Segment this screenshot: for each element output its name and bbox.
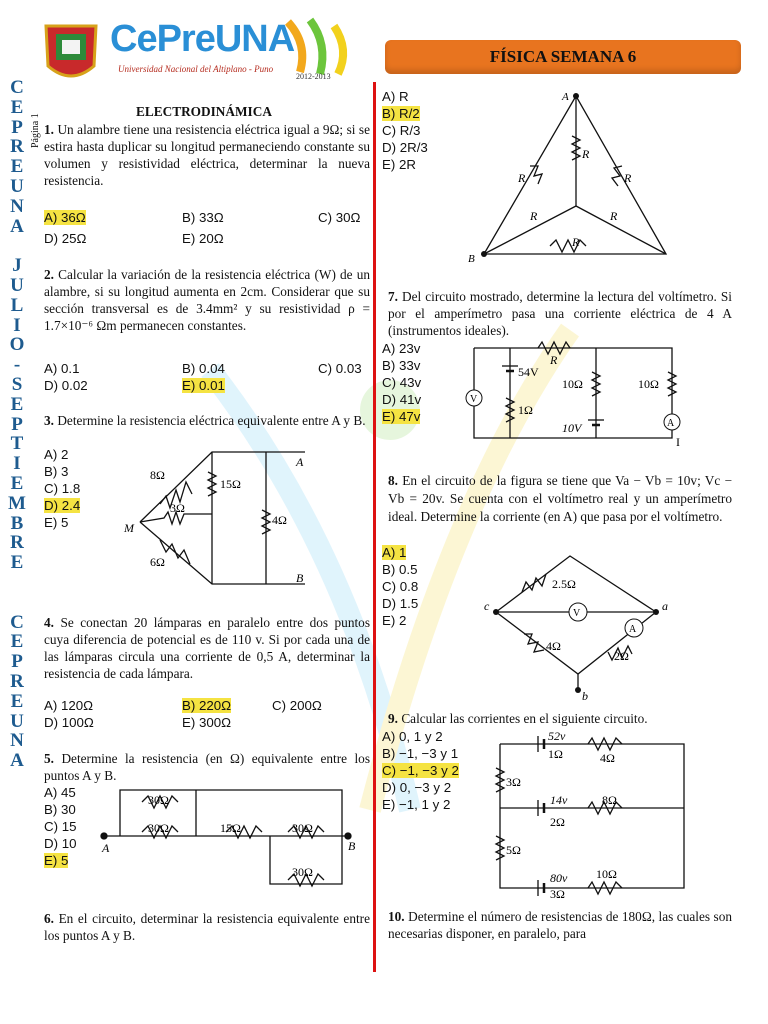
- option[interactable]: E) 300Ω: [182, 715, 232, 730]
- question-text: Se conectan 20 lámparas en paralelo entre dos puntos cuya diferencia de potencial es de 110 v. Si por cada una de las lámparas circula una corriente de 0,5 A, determinar la resistencia de cada lámpara.: [44, 615, 370, 681]
- svg-text:R: R: [610, 209, 618, 223]
- side-letter: U: [10, 710, 24, 732]
- question-2: 2. Calcular la variación de la resistencia eléctrica (W) de un alambre, si su longitud aumenta en 2cm. Considerar que su sección transversal es de 3.4mm² y su resistividad ρ = 1.7×10⁻⁶ Ωm permanecen constantes.: [44, 267, 370, 333]
- option[interactable]: A) 36Ω: [44, 210, 86, 225]
- svg-text:R: R: [572, 235, 580, 249]
- side-letter: C: [10, 611, 24, 633]
- svg-text:A: A: [562, 91, 569, 103]
- svg-text:1Ω: 1Ω: [518, 403, 533, 417]
- circuit-diagram-q5: [98, 780, 366, 890]
- brand-name: CePreUNA: [110, 18, 295, 60]
- option[interactable]: D) 0.02: [44, 378, 88, 393]
- side-letter: U: [10, 175, 24, 197]
- svg-text:B: B: [296, 571, 304, 585]
- side-letter: [6, 593, 28, 613]
- circuit-diagram-q9: [492, 728, 688, 900]
- option[interactable]: B) −1, −3 y 1: [382, 746, 459, 761]
- side-letter: E: [10, 96, 24, 118]
- side-vertical-text: [6, 78, 28, 771]
- option[interactable]: C) 0.03: [318, 361, 362, 376]
- option[interactable]: D) 2.4: [44, 498, 81, 513]
- question-text: Calcular la variación de la resistencia eléctrica (W) de un alambre, si su longitud aumenta en 2cm. Considerar que su sección transversal es de 3.4mm² y su resistividad ρ = 1.7×10⁻⁶ Ωm permanecen constantes.: [44, 267, 370, 333]
- option[interactable]: E) 5: [44, 515, 69, 530]
- option[interactable]: B) 30: [44, 802, 76, 817]
- option[interactable]: E) −1, 1 y 2: [382, 797, 451, 812]
- side-letter: J: [12, 255, 22, 277]
- svg-text:V: V: [470, 394, 478, 405]
- svg-text:4Ω: 4Ω: [546, 639, 561, 653]
- question-4: 4. Se conectan 20 lámparas en paralelo entre dos puntos cuya diferencia de potencial es de 110 v. Si por cada una de las lámparas circula una corriente de 0,5 A, determinar la resistencia de cada lámpara.: [44, 615, 370, 681]
- svg-text:15Ω: 15Ω: [220, 821, 241, 835]
- circuit-diagram-q8: [482, 548, 688, 704]
- side-letter: P: [11, 413, 23, 435]
- option[interactable]: D) 25Ω: [44, 231, 87, 246]
- svg-text:30Ω: 30Ω: [292, 865, 313, 879]
- subject-banner: FÍSICA SEMANA 6: [385, 40, 741, 74]
- side-letter: R: [10, 532, 24, 554]
- option[interactable]: E) 2R: [382, 157, 416, 172]
- question-10: 10. Determine el número de resistencias de 180Ω, las cuales son necesarias disponer, en paralelo, para: [388, 909, 732, 941]
- question-text: Un alambre tiene una resistencia eléctrica igual a 9Ω; si se estira hasta duplicar su longitud permaneciendo constante su volumen y resistividad eléctrica, determinar la nueva resistencia.: [44, 122, 370, 188]
- svg-text:30Ω: 30Ω: [292, 821, 313, 835]
- svg-text:A: A: [296, 455, 304, 469]
- option[interactable]: B) 0.5: [382, 562, 418, 577]
- side-letter: [6, 573, 28, 593]
- svg-text:A: A: [629, 624, 637, 635]
- question-9: 9. Calcular las corrientes en el siguiente circuito.: [388, 711, 648, 726]
- svg-text:15Ω: 15Ω: [220, 477, 241, 491]
- column-divider: [373, 82, 376, 972]
- header-logo: [38, 14, 368, 86]
- svg-text:5Ω: 5Ω: [506, 843, 521, 857]
- side-letter: P: [11, 651, 23, 673]
- question-7: 7. Del circuito mostrado, determine la lectura del voltímetro. Si por el amperímetro pasa una corriente eléctrica de 4 A (instrumentos ideales).: [388, 289, 732, 338]
- side-letter: B: [10, 512, 24, 534]
- svg-text:2Ω: 2Ω: [614, 649, 629, 663]
- brand-logo-icon: [288, 20, 343, 74]
- side-letter: E: [10, 552, 24, 574]
- svg-text:a: a: [662, 599, 668, 613]
- side-letter: I: [13, 314, 21, 336]
- side-letter: M: [8, 492, 26, 514]
- question-3: 3. Determine la resistencia eléctrica equivalente entre A y B.: [44, 413, 366, 428]
- side-letter: N: [10, 730, 24, 752]
- svg-text:R: R: [550, 353, 558, 367]
- side-letter: E: [10, 393, 24, 415]
- svg-text:4Ω: 4Ω: [272, 513, 287, 527]
- option[interactable]: A) 0.1: [44, 361, 80, 376]
- svg-text:3Ω: 3Ω: [550, 887, 565, 900]
- svg-text:54V: 54V: [518, 365, 539, 379]
- side-letter: U: [10, 274, 24, 296]
- side-letter: I: [13, 453, 21, 475]
- option[interactable]: B) 33v: [382, 358, 421, 373]
- option[interactable]: E) 47v: [382, 409, 421, 424]
- option[interactable]: E) 20Ω: [182, 231, 224, 246]
- option[interactable]: D) 2R/3: [382, 140, 428, 155]
- side-letter: N: [10, 195, 24, 217]
- svg-text:R: R: [518, 171, 526, 185]
- side-letter: A: [10, 750, 24, 772]
- svg-text:30Ω: 30Ω: [148, 793, 169, 807]
- side-letter: -: [13, 354, 21, 376]
- svg-text:R: R: [530, 209, 538, 223]
- svg-text:10Ω: 10Ω: [638, 377, 659, 391]
- question-text: Del circuito mostrado, determine la lectura del voltímetro. Si por el amperímetro pasa una corriente eléctrica de 4 A (instrumentos ideales).: [388, 289, 732, 338]
- side-letter: E: [10, 631, 24, 653]
- svg-text:80v: 80v: [550, 871, 568, 885]
- svg-text:8Ω: 8Ω: [150, 468, 165, 482]
- question-text: Determine la resistencia (en Ω) equivalente entre los puntos A y B.: [44, 751, 371, 783]
- side-letter: A: [10, 215, 24, 237]
- svg-text:M: M: [124, 521, 134, 535]
- option[interactable]: C) 0.8: [382, 579, 419, 594]
- side-letter: O: [9, 334, 25, 356]
- option[interactable]: A) 1: [382, 545, 407, 560]
- side-letter: E: [10, 156, 24, 178]
- page-label: Página 1: [30, 113, 41, 148]
- question-text: Determine la resistencia eléctrica equivalente entre A y B.: [57, 413, 366, 428]
- side-letter: E: [10, 690, 24, 712]
- side-letter: P: [11, 116, 23, 138]
- option[interactable]: B) 3: [44, 464, 69, 479]
- option[interactable]: C) 1.8: [44, 481, 81, 496]
- option[interactable]: A) 120Ω: [44, 698, 94, 713]
- question-1: [44, 121, 370, 189]
- university-name: Universidad Nacional del Altiplano - Puno: [118, 64, 274, 74]
- svg-text:c: c: [484, 599, 490, 613]
- option[interactable]: E) 5: [44, 853, 69, 868]
- svg-text:V: V: [573, 608, 581, 619]
- option[interactable]: B) R/2: [382, 106, 420, 121]
- section-title: ELECTRODINÁMICA: [136, 104, 272, 119]
- svg-text:2.5Ω: 2.5Ω: [552, 577, 576, 591]
- svg-text:1Ω: 1Ω: [548, 747, 563, 761]
- svg-text:R: R: [624, 171, 632, 185]
- svg-text:3Ω: 3Ω: [506, 775, 521, 789]
- side-letter: E: [10, 472, 24, 494]
- svg-text:8Ω: 8Ω: [602, 793, 617, 807]
- circuit-diagram-q3: [120, 444, 320, 594]
- option[interactable]: C) 43v: [382, 375, 422, 390]
- option[interactable]: E) 2: [382, 613, 407, 628]
- svg-text:3Ω: 3Ω: [170, 501, 185, 515]
- svg-text:R: R: [582, 147, 590, 161]
- option[interactable]: D) 0, −3 y 2: [382, 780, 452, 795]
- svg-text:6Ω: 6Ω: [150, 555, 165, 569]
- svg-text:30Ω: 30Ω: [148, 821, 169, 835]
- option[interactable]: A) 23v: [382, 341, 421, 356]
- option[interactable]: C) 200Ω: [272, 698, 322, 713]
- svg-text:14v: 14v: [550, 793, 568, 807]
- option[interactable]: D) 100Ω: [44, 715, 94, 730]
- option[interactable]: D) 1.5: [382, 596, 419, 611]
- svg-text:10Ω: 10Ω: [596, 867, 617, 881]
- option[interactable]: A) R: [382, 89, 409, 104]
- side-letter: [6, 236, 28, 256]
- option[interactable]: E) 0.01: [182, 378, 225, 393]
- svg-text:B: B: [348, 839, 356, 853]
- svg-text:4Ω: 4Ω: [600, 751, 615, 765]
- side-letter: R: [10, 136, 24, 158]
- question-text: En el circuito de la figura se tiene que Va − Vb = 10v; Vc − Vb = 20v. Se cuenta con el voltímetro real y un amperímetro ideal. Determine la corriente (en A) que pasa por el voltímetro.: [388, 473, 732, 524]
- option[interactable]: C) R/3: [382, 123, 421, 138]
- circuit-diagram-q6: [460, 86, 680, 268]
- question-text: En el circuito, determinar la resistencia equivalente entre los puntos A y B.: [44, 911, 371, 943]
- option[interactable]: D) 41v: [382, 392, 422, 407]
- svg-text:B: B: [468, 253, 475, 265]
- option[interactable]: B) 220Ω: [182, 698, 232, 713]
- side-letter: R: [10, 670, 24, 692]
- svg-text:10Ω: 10Ω: [562, 377, 583, 391]
- side-letter: S: [11, 373, 23, 395]
- question-6: 6. En el circuito, determinar la resistencia equivalente entre los puntos A y B.: [44, 911, 371, 943]
- option[interactable]: B) 0.04: [182, 361, 225, 376]
- svg-text:10V: 10V: [562, 421, 582, 435]
- circuit-diagram-q7: [462, 338, 688, 448]
- option[interactable]: B) 33Ω: [182, 210, 224, 225]
- svg-text:A: A: [102, 841, 110, 855]
- option[interactable]: A) 2: [44, 447, 69, 462]
- option[interactable]: D) 10: [44, 836, 77, 851]
- svg-text:2Ω: 2Ω: [550, 815, 565, 829]
- side-letter: L: [10, 294, 24, 316]
- question-8: 8. En el circuito de la figura se tiene que Va − Vb = 10v; Vc − Vb = 20v. Se cuenta con el voltímetro real y un amperímetro ideal. Determine la corriente (en A) que pasa por el voltímetro.: [388, 473, 732, 524]
- option[interactable]: A) 0, 1 y 2: [382, 729, 443, 744]
- question-text: Determine el número de resistencias de 180Ω, las cuales son necesarias disponer, en paralelo, para: [388, 909, 732, 941]
- side-letter: T: [10, 433, 24, 455]
- university-seal-icon: [46, 26, 96, 76]
- option[interactable]: C) 15: [44, 819, 77, 834]
- svg-text:I: I: [676, 435, 680, 448]
- svg-text:b: b: [582, 689, 588, 703]
- question-text: Calcular las corrientes en el siguiente circuito.: [401, 711, 648, 726]
- option[interactable]: C) −1, −3 y 2: [382, 763, 459, 778]
- option[interactable]: A) 45: [44, 785, 76, 800]
- question-5: 5. Determine la resistencia (en Ω) equivalente entre los puntos A y B.: [44, 751, 371, 783]
- option[interactable]: C) 30Ω: [318, 210, 361, 225]
- svg-text:52v: 52v: [548, 729, 566, 743]
- side-letter: C: [10, 77, 24, 98]
- question-number: 1.: [44, 122, 54, 137]
- years-label: 2012-2013: [296, 72, 331, 81]
- svg-text:A: A: [667, 418, 675, 429]
